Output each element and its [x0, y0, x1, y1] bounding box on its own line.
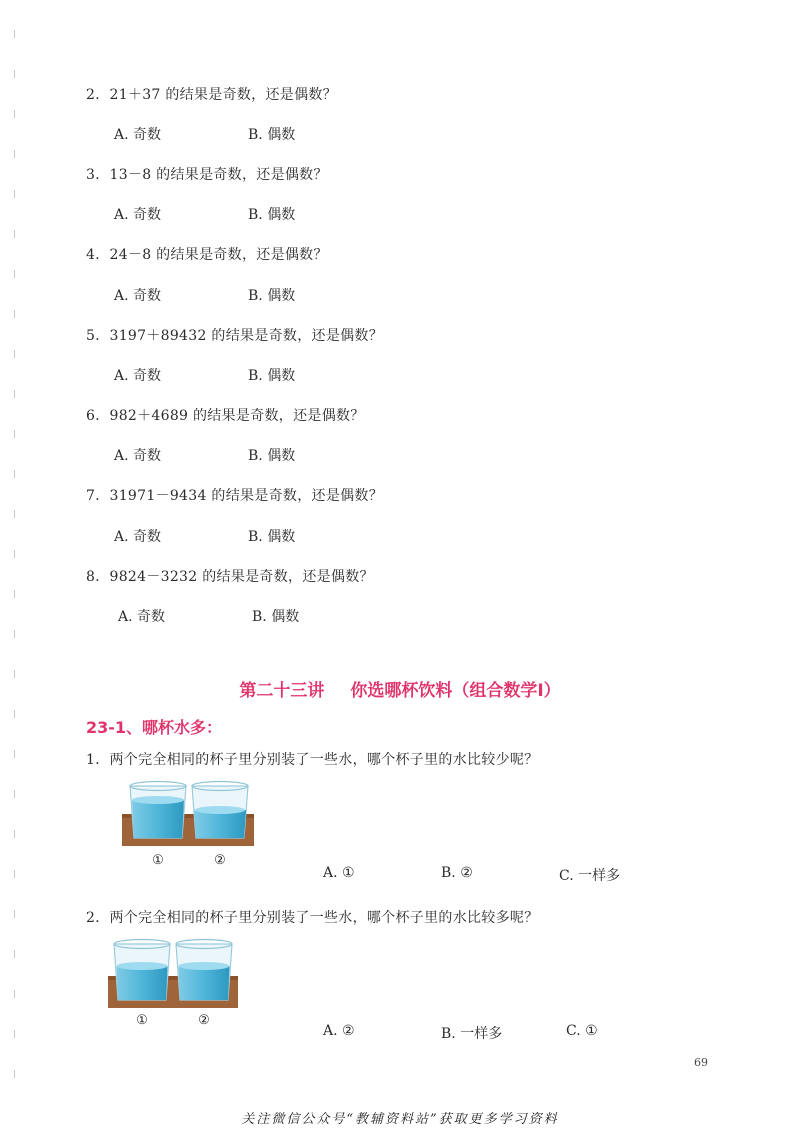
question-4: 4．24－8 的结果是奇数，还是偶数？	[86, 247, 328, 263]
footer-note: 关注微信公众号“教辅资料站”获取更多学习资料	[241, 1112, 559, 1127]
question-2: 2．21＋37 的结果是奇数，还是偶数？	[86, 87, 337, 103]
cup-2	[192, 782, 248, 839]
question-7-option-a[interactable]: A. 奇数	[114, 529, 162, 545]
cups-illustration-2	[108, 936, 238, 1030]
question-2-option-a[interactable]: A. 奇数	[114, 127, 162, 143]
cup-question-2-option-c[interactable]: C. ①	[566, 1023, 598, 1039]
cup-label-2: ②	[214, 853, 226, 868]
cup-label-1: ①	[152, 853, 164, 868]
question-8: 8．9824－3232 的结果是奇数，还是偶数？	[86, 569, 374, 585]
question-3: 3．13－8 的结果是奇数，还是偶数？	[86, 167, 328, 183]
question-5-option-b[interactable]: B. 偶数	[248, 368, 296, 384]
page-number: 69	[694, 1056, 708, 1069]
cup-question-2-option-a[interactable]: A. ②	[323, 1023, 355, 1039]
cup-question-1-option-b[interactable]: B. ②	[441, 865, 473, 881]
question-6: 6．982＋4689 的结果是奇数，还是偶数？	[86, 408, 365, 424]
question-4-option-a[interactable]: A. 奇数	[114, 288, 162, 304]
question-7-option-b[interactable]: B. 偶数	[248, 529, 296, 545]
cup-label-1: ①	[136, 1013, 148, 1028]
cup-question-1: 1．两个完全相同的杯子里分别装了一些水，哪个杯子里的水比较少呢？	[86, 752, 539, 768]
cup-2	[176, 940, 232, 1001]
cup-question-2-option-b[interactable]: B. 一样多	[441, 1026, 503, 1042]
cup-1	[114, 940, 170, 1001]
section-heading: 23-1、哪杯水多：	[86, 718, 223, 737]
question-3-option-a[interactable]: A. 奇数	[114, 207, 162, 223]
lecture-title	[0, 676, 800, 701]
question-3-option-b[interactable]: B. 偶数	[248, 207, 296, 223]
cup-question-2: 2．两个完全相同的杯子里分别装了一些水，哪个杯子里的水比较多呢？	[86, 910, 539, 926]
lecture-number: 第二十三讲	[239, 681, 325, 701]
question-7: 7．31971－9434 的结果是奇数，还是偶数？	[86, 488, 384, 504]
question-6-option-b[interactable]: B. 偶数	[248, 448, 296, 464]
binding-margin-marks	[14, 10, 18, 1110]
cup-question-1-option-a[interactable]: A. ①	[323, 865, 355, 881]
question-8-option-a[interactable]: A. 奇数	[118, 609, 166, 625]
cups-illustration-1	[122, 776, 254, 872]
question-8-option-b[interactable]: B. 偶数	[252, 609, 300, 625]
question-2-option-b[interactable]: B. 偶数	[248, 127, 296, 143]
question-5: 5．3197＋89432 的结果是奇数，还是偶数？	[86, 328, 384, 344]
cup-1	[130, 782, 186, 839]
question-6-option-a[interactable]: A. 奇数	[114, 448, 162, 464]
question-4-option-b[interactable]: B. 偶数	[248, 288, 296, 304]
lecture-topic: 你选哪杯饮料（组合数学Ⅰ）	[350, 681, 561, 701]
cup-question-1-option-c[interactable]: C. 一样多	[559, 868, 621, 884]
cup-label-2: ②	[198, 1013, 210, 1028]
question-5-option-a[interactable]: A. 奇数	[114, 368, 162, 384]
